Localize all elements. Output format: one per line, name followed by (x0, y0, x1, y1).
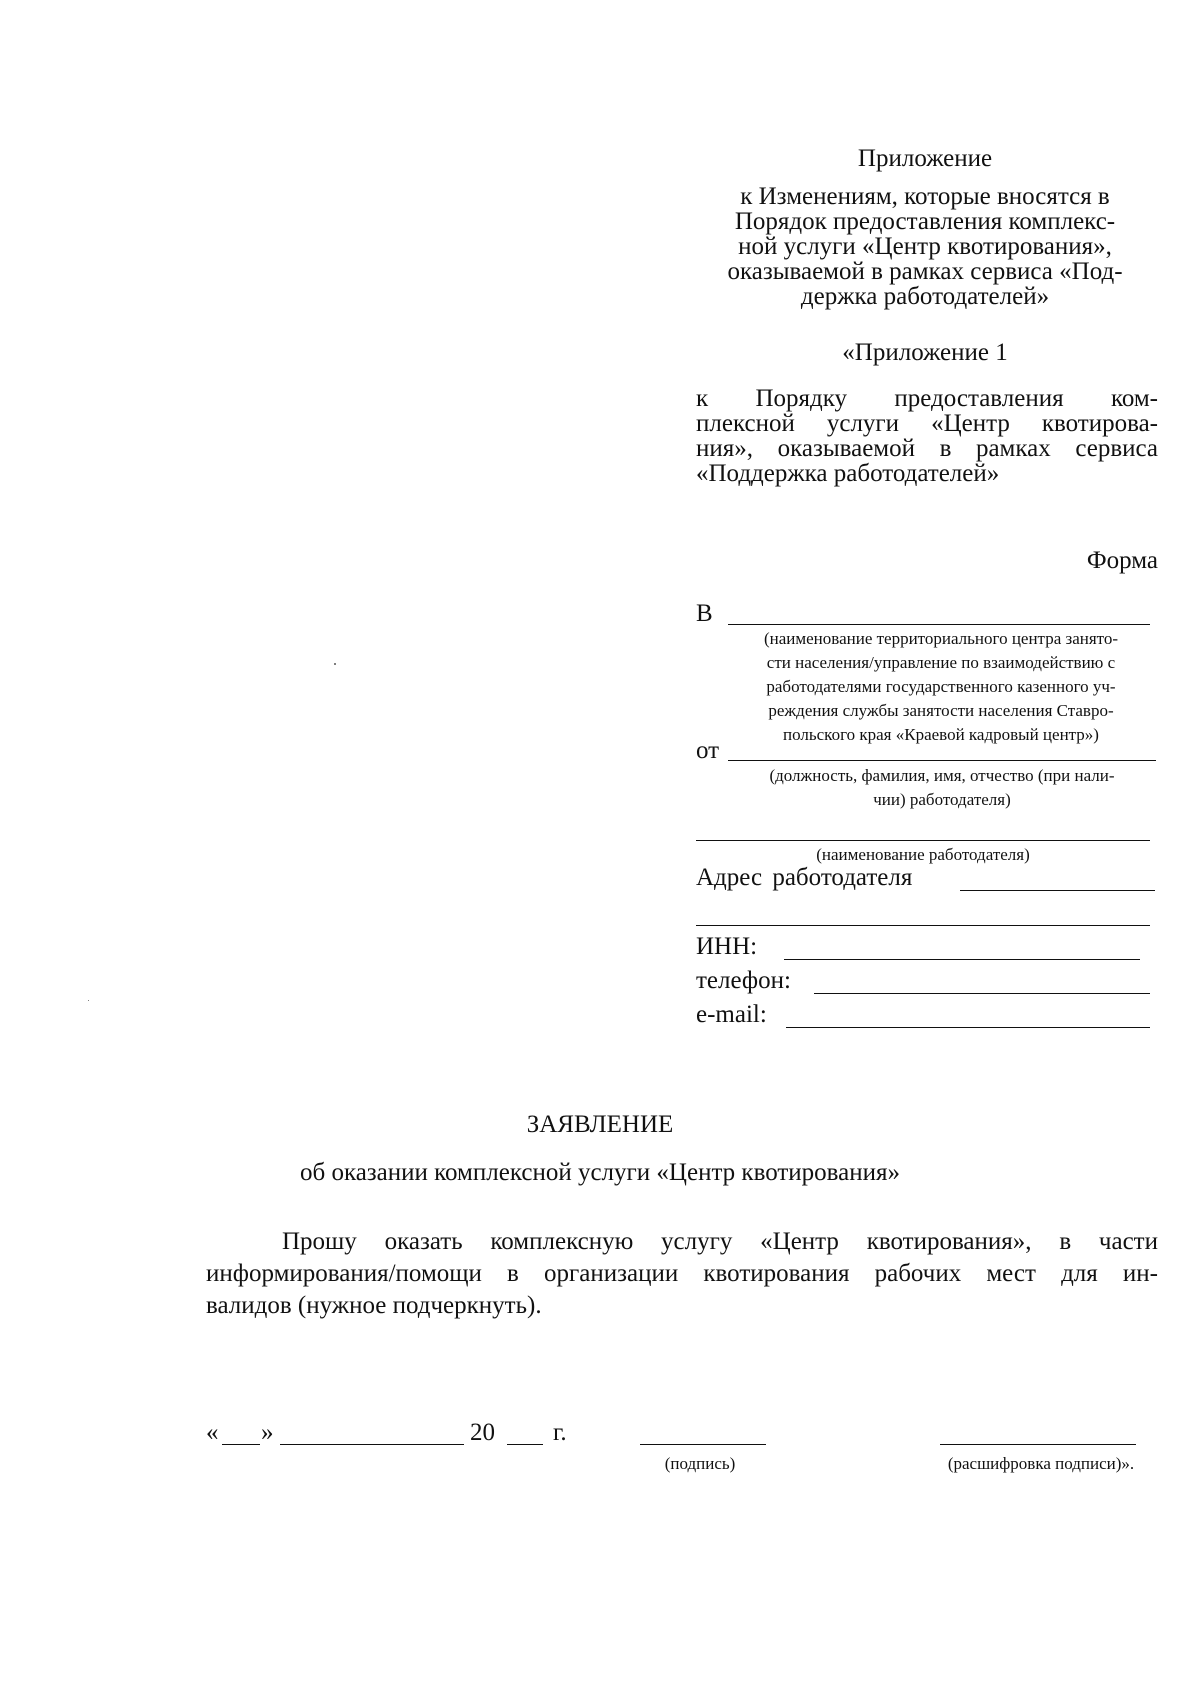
date-year-prefix: 20 (470, 1419, 495, 1446)
email-field-line[interactable] (786, 1027, 1150, 1028)
appendix1-text-line: плексной услуги «Центр квотирова- (696, 410, 1158, 437)
date-day-line[interactable] (222, 1444, 260, 1445)
statement-body (206, 1226, 1158, 1322)
to-caption-line: реждения службы занятости населения Ставро- (768, 701, 1114, 720)
date-year-suffix: г. (553, 1419, 567, 1446)
to-field-line[interactable] (728, 624, 1150, 625)
address-field-line-2[interactable] (696, 925, 1150, 926)
appendix-text (690, 184, 1160, 309)
to-caption-line: польского края «Краевой кадровый центр») (783, 725, 1099, 744)
from-caption-line: чии) работодателя) (873, 790, 1011, 809)
appendix1-text-line: ния», оказываемой в рамках сервиса (696, 435, 1158, 462)
appendix-text-line: оказываемой в рамках сервиса «Под- (727, 258, 1123, 285)
signature-caption: (подпись) (664, 1454, 736, 1473)
statement-body-line: валидов (нужное подчеркнуть). (206, 1292, 542, 1319)
scan-speck (88, 1000, 89, 1001)
statement-body-line: информирования/помощи в организации квотирования рабочих мест для ин- (206, 1260, 1158, 1287)
date-month-line[interactable] (280, 1444, 464, 1445)
statement-subtitle: об оказании комплексной услуги «Центр квотирования» (299, 1159, 901, 1186)
statement-body-line: Прошу оказать комплексную услугу «Центр квотирования», в части (282, 1228, 1158, 1255)
inn-field-line[interactable] (784, 959, 1140, 960)
address-label: Адрес работодателя (696, 864, 913, 891)
phone-label: телефон: (696, 967, 791, 994)
to-caption-line: работодателями государственного казенного уч- (766, 677, 1116, 696)
appendix-text-line: к Изменениям, которые вносятся в (740, 183, 1110, 210)
from-caption (726, 764, 1158, 812)
appendix1-title: «Приложение 1 (842, 339, 1008, 366)
signature-line[interactable] (640, 1444, 766, 1445)
to-caption-line: (наименование территориального центра занято- (763, 629, 1119, 648)
signature-decode-line[interactable] (940, 1444, 1136, 1445)
inn-label: ИНН: (696, 933, 758, 960)
employer-name-line[interactable] (696, 840, 1150, 841)
statement-title: ЗАЯВЛЕНИЕ (526, 1111, 674, 1138)
from-field-line[interactable] (728, 760, 1156, 761)
appendix1-text-line: «Поддержка работодателей» (696, 460, 1000, 487)
phone-field-line[interactable] (814, 993, 1150, 994)
appendix1-text-line: к Порядку предоставления ком- (696, 385, 1158, 412)
signature-decode-caption: (расшифровка подписи)». (947, 1454, 1135, 1473)
to-caption (726, 627, 1156, 747)
to-caption-line: сти населения/управление по взаимодействию с (766, 653, 1116, 672)
appendix1-text (696, 386, 1158, 486)
date-quote-close: » (261, 1419, 274, 1446)
appendix-text-line: держка работодателей» (800, 283, 1050, 310)
from-label: от (696, 737, 720, 764)
form-label: Форма (1086, 547, 1158, 574)
appendix-text-line: ной услуги «Центр квотирования», (738, 233, 1112, 260)
employer-caption: (наименование работодателя) (816, 845, 1030, 864)
appendix-title: Приложение (857, 145, 993, 172)
address-field-line[interactable] (960, 890, 1155, 891)
scan-speck (334, 663, 336, 665)
date-quote-open: « (206, 1419, 219, 1446)
email-label: e-mail: (696, 1001, 767, 1028)
date-year-line[interactable] (507, 1444, 543, 1445)
from-caption-line: (должность, фамилия, имя, отчество (при нали- (769, 766, 1115, 785)
appendix-text-line: Порядок предоставления комплекс- (734, 208, 1116, 235)
to-label: В (696, 600, 713, 627)
